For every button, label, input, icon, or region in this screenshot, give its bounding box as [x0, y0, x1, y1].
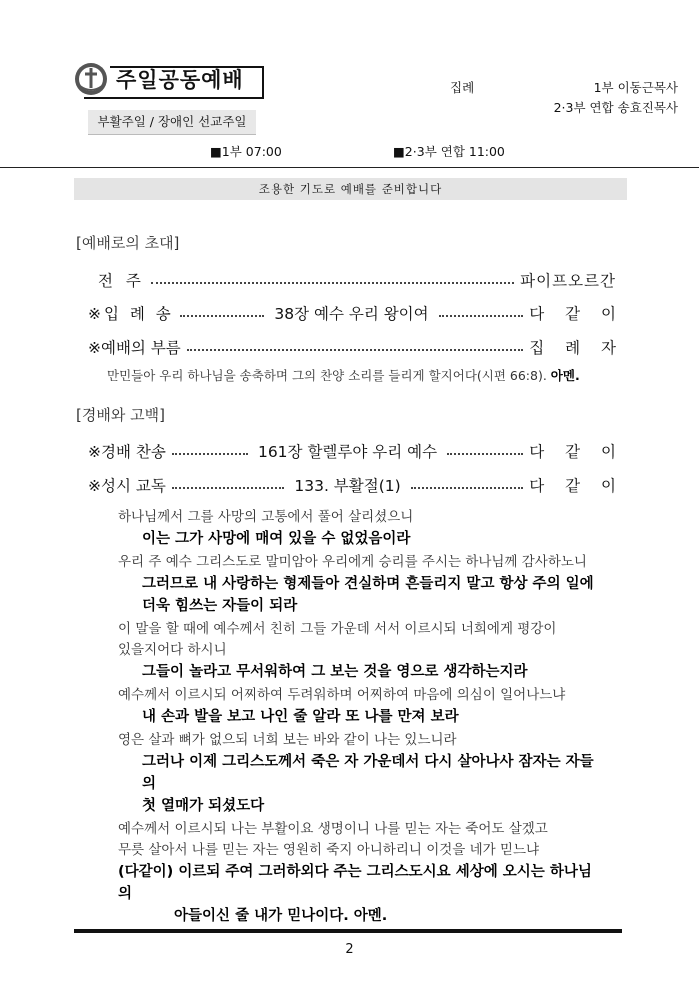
leader-line: 예수께서 이르시되 어찌하여 두려워하며 어찌하여 마음에 의심이 일어나느냐 — [118, 687, 566, 703]
officiant-value: 1부 이동근목사 — [593, 80, 678, 95]
order-item-label: ※경배 찬송 — [88, 443, 166, 461]
leader-line: 무릇 살아서 나를 믿는 자는 영원히 죽지 아니하리니 이것을 네가 믿느냐 — [118, 842, 540, 858]
leader-dots — [411, 487, 524, 489]
title-underline — [84, 97, 264, 99]
congregation-line: 그들이 놀라고 무서워하여 그 보는 것을 영으로 생각하는지라 — [142, 664, 528, 680]
church-logo-icon — [74, 62, 108, 96]
leader-line: 예수께서 이르시되 나는 부활이요 생명이니 나를 믿는 자는 죽어도 살겠고 — [118, 821, 548, 837]
leader-dots — [447, 453, 523, 455]
order-item-performer: 집 례 자 — [529, 339, 624, 357]
congregation-line: 이는 그가 사망에 매여 있을 수 없었음이라 — [142, 531, 411, 547]
order-item-label: ※입 례 송 — [88, 305, 174, 323]
prayer-banner: 조용한 기도로 예배를 준비합니다 — [74, 178, 627, 200]
section-heading-confession: [경배와 고백] — [76, 406, 165, 424]
unison-line: 아들이신 줄 내가 믿나이다. 아멘. — [174, 908, 388, 924]
header-divider — [0, 167, 699, 168]
congregation-line: 더욱 힘쓰는 자들이 되라 — [142, 598, 298, 614]
order-item-entrance-hymn — [88, 301, 624, 325]
page-number: 2 — [345, 942, 354, 957]
service-subtitle: 부활주일 / 장애인 선교주일 — [88, 110, 256, 135]
officiant-value: 2·3부 연합 송효진목사 — [553, 100, 678, 115]
order-item-detail: 161장 할렐루야 우리 예수 — [257, 443, 438, 461]
congregation-line: 내 손과 발을 보고 나인 줄 알라 또 나를 만져 보라 — [142, 709, 459, 725]
congregation-line: 그러나 이제 그리스도께서 죽은 자 가운데서 다시 살아나사 잠자는 자들의 — [142, 754, 594, 792]
leader-line: 있을지어다 하시니 — [118, 642, 227, 658]
leader-line: 이 말을 할 때에 예수께서 친히 그들 가운데 서서 이르시되 너희에게 평강이 — [118, 621, 557, 637]
officiant-row — [450, 78, 678, 98]
unison-line: (다같이) 이르되 주여 그러하외다 주는 그리스도시요 세상에 오시는 하나님의 — [118, 864, 592, 902]
service-time-2: ■2·3부 연합 11:00 — [393, 144, 505, 159]
order-item-label: ※예배의 부름 — [88, 339, 181, 357]
leader-line: 영은 살과 뼈가 없으되 너희 보는 바와 같이 나는 있느니라 — [118, 732, 457, 748]
order-item-prelude — [88, 268, 616, 292]
order-item-performer: 다 같 이 — [529, 305, 624, 323]
responsive-reading-text — [118, 507, 598, 927]
leader-dots — [180, 315, 265, 317]
order-item-label: ※성시 교독 — [88, 477, 166, 495]
section-heading-invitation: [예배로의 초대] — [76, 234, 180, 252]
officiant-row — [450, 98, 678, 118]
order-item-praise-hymn — [88, 439, 624, 463]
officiant-label: 집례 — [450, 80, 475, 95]
officiant-list — [450, 78, 678, 118]
order-item-detail: 133. 부활절(1) — [294, 477, 401, 495]
order-item-responsive-reading — [88, 473, 625, 497]
leader-line: 하나님께서 그를 사망의 고통에서 풀어 살리셨으니 — [118, 509, 414, 525]
verse-amen: 아멘. — [550, 368, 580, 383]
order-item-call-to-worship — [88, 335, 624, 359]
leader-dots — [151, 282, 514, 284]
verse-text: 만민들아 우리 하나님을 송축하며 그의 찬양 소리를 들리게 할지어다(시편 66:8). — [107, 368, 547, 383]
congregation-line: 첫 열매가 되셨도다 — [142, 798, 265, 814]
leader-dots — [439, 315, 524, 317]
call-to-worship-verse — [107, 366, 580, 384]
page-title: 주일공동예배 — [116, 68, 244, 92]
order-item-performer: 다 같 이 — [529, 443, 624, 461]
order-item-performer: 다 같 이 — [529, 477, 625, 495]
congregation-line: 그러므로 내 사랑하는 형제들아 견실하며 흔들리지 말고 항상 주의 일에 — [142, 576, 594, 592]
leader-line: 우리 주 예수 그리스도로 말미암아 우리에게 승리를 주시는 하나님께 감사하노니 — [118, 554, 587, 570]
leader-dots — [172, 453, 248, 455]
footer-rule — [74, 929, 622, 933]
leader-dots — [187, 349, 523, 351]
order-item-performer: 파이프오르간 — [520, 272, 616, 290]
leader-dots — [172, 487, 285, 489]
service-time-1: ■1부 07:00 — [210, 144, 282, 159]
officiant-label — [450, 98, 528, 118]
order-item-detail: 38장 예수 우리 왕이여 — [274, 305, 429, 323]
order-item-label: 전 주 — [98, 272, 145, 290]
